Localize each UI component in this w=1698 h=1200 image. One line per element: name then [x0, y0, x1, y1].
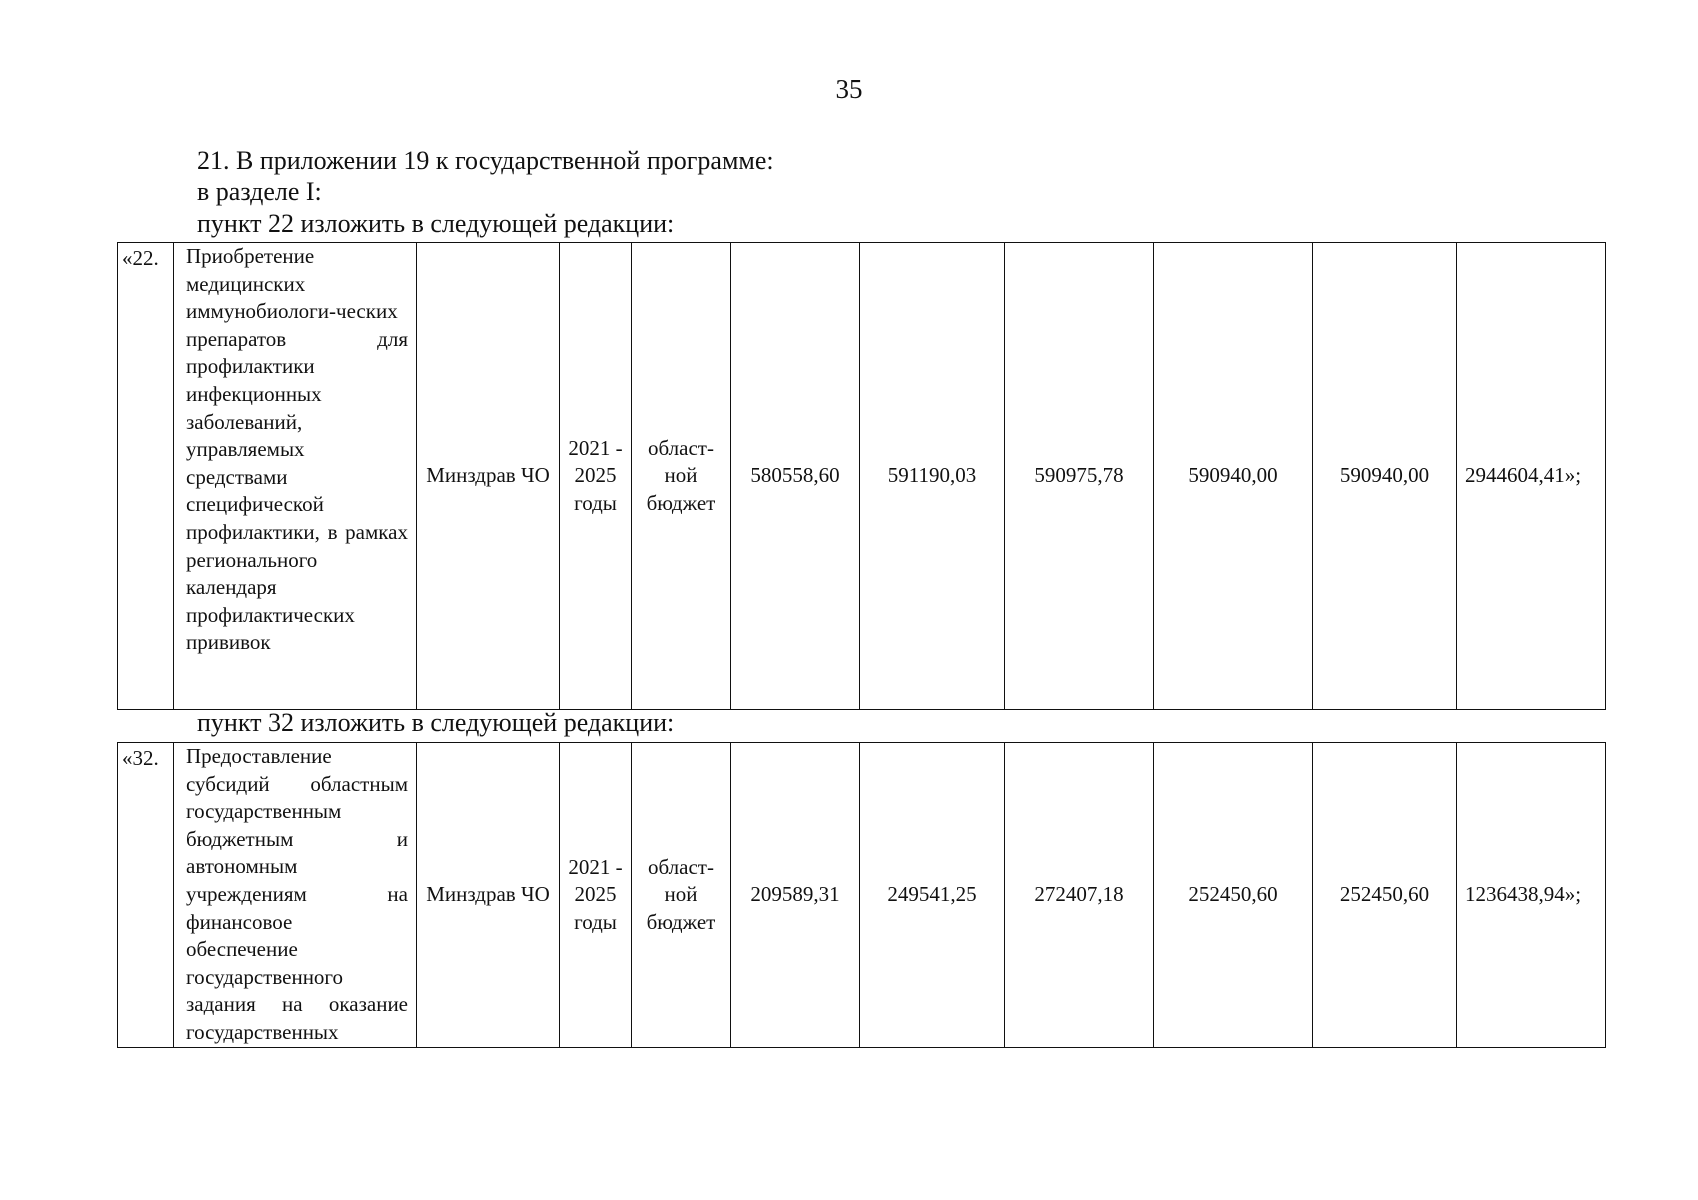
value-2024-cell: 252450,60: [1154, 743, 1313, 1048]
value-2025-cell: 590940,00: [1313, 243, 1457, 710]
row-number: «32.: [118, 743, 174, 1048]
row-number: «22.: [118, 243, 174, 710]
value-2022-cell: 249541,25: [860, 743, 1005, 1048]
page-number: 35: [835, 74, 863, 104]
intro-line-4: пункт 32 изложить в следующей редакции:: [197, 708, 675, 737]
years-cell: 2021 - 2025 годы: [560, 743, 632, 1048]
table-row: [118, 743, 1606, 1048]
table-row: [118, 243, 1606, 710]
executor-cell: Минздрав ЧО: [417, 743, 560, 1048]
funding-source-cell: област-ной бюджет: [632, 243, 731, 710]
value-2025-cell: 252450,60: [1313, 743, 1457, 1048]
value-2023-cell: 272407,18: [1005, 743, 1154, 1048]
intro-line-1: 21. В приложении 19 к государственной программе:: [197, 146, 774, 175]
item-32-table: [117, 742, 1606, 1048]
measure-name: [174, 743, 417, 1048]
total-cell: 2944604,41»;: [1457, 243, 1606, 710]
value-2021-cell: 209589,31: [731, 743, 860, 1048]
measure-name: [174, 243, 417, 710]
total-cell: 1236438,94»;: [1457, 743, 1606, 1048]
value-2023-cell: 590975,78: [1005, 243, 1154, 710]
years-cell: 2021 - 2025 годы: [560, 243, 632, 710]
funding-source-cell: област-ной бюджет: [632, 743, 731, 1048]
intro-line-3: пункт 22 изложить в следующей редакции:: [197, 209, 675, 238]
intro-line-2: в разделе I:: [197, 177, 322, 206]
measure-name-text: Предоставление субсидий областным государственным бюджетным и автономным учреждениям на финансовое обеспечение государственного задания на оказание государственных: [186, 744, 408, 1044]
value-2024-cell: 590940,00: [1154, 243, 1313, 710]
value-2021-cell: 580558,60: [731, 243, 860, 710]
value-2022-cell: 591190,03: [860, 243, 1005, 710]
measure-name-text: Приобретение медицинских иммунобиологи-ческих препаратов для профилактики инфекционных заболеваний, управляемых средствами специфической профилактики, в рамках регионального календаря профилактических прививок: [186, 244, 408, 655]
item-22-table: [117, 242, 1606, 710]
executor-cell: Минздрав ЧО: [417, 243, 560, 710]
